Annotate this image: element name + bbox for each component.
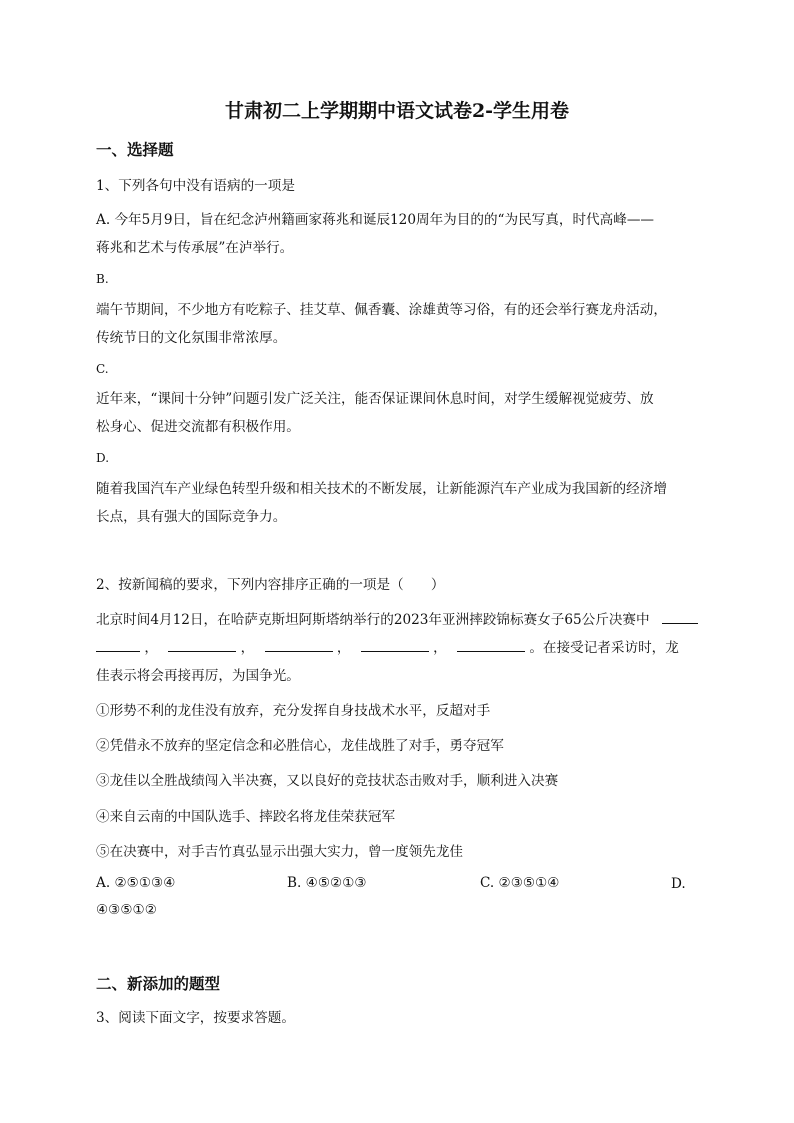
- q2-item-3: ③龙佳以全胜战绩闯入半决赛，又以良好的竞技状态击败对手，顺利进入决赛: [96, 773, 559, 789]
- q1-option-d-label: D.: [96, 451, 110, 465]
- page-title: 甘肃初二上学期期中语文试卷2-学生用卷: [224, 100, 570, 122]
- question-3-stem: 3、阅读下面文字，按要求答题。: [96, 1010, 295, 1026]
- q2-passage-line2: [96, 636, 679, 656]
- q2-option-b[interactable]: B. ④⑤②①③: [287, 875, 367, 891]
- q1-option-c-line2: 松身心、促进交流都有积极作用。: [96, 419, 300, 435]
- q1-option-a-line1: A. 今年5月9日，旨在纪念泸州籍画家蒋兆和诞辰120周年为目的的“为民写真，时代高峰——: [96, 212, 655, 228]
- separator: ，: [240, 640, 255, 656]
- q2-item-2: ②凭借永不放弃的坚定信念和必胜信心，龙佳战胜了对手，勇夺冠军: [96, 738, 504, 754]
- q2-item-5: ⑤在决赛中，对手吉竹真弘显示出强大实力，曾一度领先龙佳: [96, 844, 464, 860]
- q1-option-d-line2: 长点，具有强大的国际竞争力。: [96, 509, 287, 525]
- answer-blank-1-cont[interactable]: [96, 639, 140, 652]
- answer-blank-1[interactable]: [662, 611, 698, 624]
- q2-passage-text-end: 。在接受记者采访时，龙: [529, 640, 679, 656]
- q2-item-1: ①形势不利的龙佳没有放弃，充分发挥自身技战术水平，反超对手: [96, 703, 491, 719]
- q2-option-a[interactable]: A. ②⑤①③④: [96, 875, 176, 891]
- q1-option-c-label: C.: [96, 362, 109, 376]
- separator: ，: [433, 640, 447, 656]
- q2-option-c[interactable]: C. ②③⑤①④: [480, 875, 560, 891]
- separator: ，: [336, 640, 351, 656]
- q2-option-d-label[interactable]: D.: [671, 876, 686, 892]
- answer-blank-3[interactable]: [265, 639, 333, 652]
- q1-option-b-line1: 端午节期间，不少地方有吃粽子、挂艾草、佩香囊、涂雄黄等习俗，有的还会举行赛龙舟活动，: [96, 302, 667, 318]
- q2-option-d-value[interactable]: ④③⑤①②: [96, 902, 157, 918]
- q1-option-d-line1: 随着我国汽车产业绿色转型升级和相关技术的不断发展，让新能源汽车产业成为我国新的经济增: [96, 481, 667, 497]
- q2-passage-line3: 佳表示将会再接再厉，为国争光。: [96, 668, 300, 684]
- q1-option-a-line2: 蒋兆和艺术与传承展”在泸举行。: [96, 240, 294, 256]
- answer-blank-2[interactable]: [168, 639, 236, 652]
- answer-blank-4[interactable]: [361, 639, 429, 652]
- section-heading-new: 二、新添加的题型: [96, 974, 221, 993]
- answer-blank-5[interactable]: [457, 639, 525, 652]
- question-2-stem: 2、按新闻稿的要求，下列内容排序正确的一项是（ ）: [96, 577, 445, 593]
- q1-option-b-line2: 传统节日的文化氛围非常浓厚。: [96, 330, 287, 346]
- q2-passage-text: 北京时间4月12日，在哈萨克斯坦阿斯塔纳举行的2023年亚洲摔跤锦标赛女子65公斤决赛中: [96, 612, 650, 628]
- separator: ，: [144, 640, 158, 656]
- q2-item-4: ④来自云南的中国队选手、摔跤名将龙佳荣获冠军: [96, 809, 396, 825]
- q1-option-c-line1: 近年来，“课间十分钟”问题引发广泛关注，能否保证课间休息时间，对学生缓解视觉疲劳、放: [96, 391, 654, 407]
- question-1-stem: 1、下列各句中没有语病的一项是: [96, 178, 295, 194]
- section-heading-choice: 一、选择题: [96, 140, 174, 159]
- q1-option-b-label: B.: [96, 272, 109, 286]
- q2-passage-line1: [96, 608, 698, 628]
